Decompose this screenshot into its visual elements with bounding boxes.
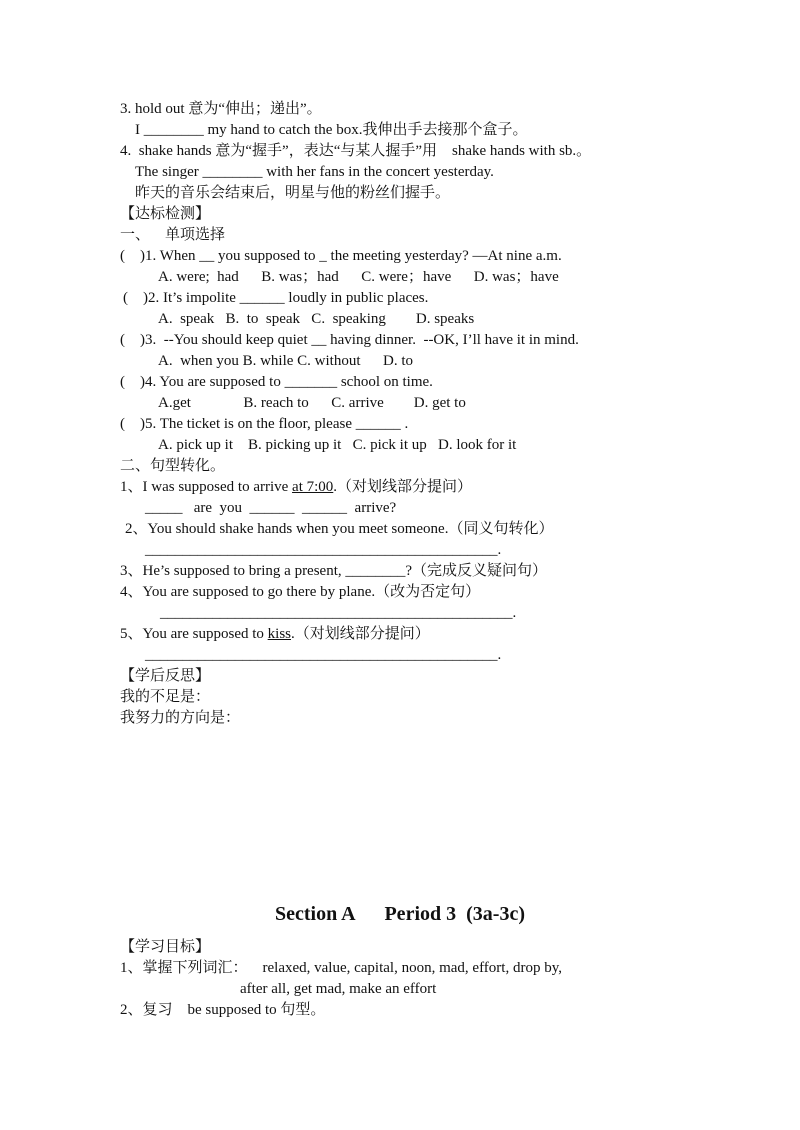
underlined-text: kiss [267, 626, 291, 642]
text-line: 我的不足是： [120, 689, 211, 705]
options-line: A. when you B. while C. without D. to [158, 353, 413, 369]
answer-line: _______________________________________________. [145, 542, 502, 558]
answer-line: _______________________________________________. [145, 647, 502, 663]
text-line: 4. shake hands 意为“握手”，表达“与某人握手”用 shake hands with sb.。 [120, 143, 592, 159]
question-line: ( )1. When __ you supposed to _ the meeting yesterday? —At nine a.m. [120, 248, 562, 264]
text-line: 昨天的音乐会结束后，明星与他的粉丝们握手。 [135, 185, 451, 201]
text-fragment: .（对划线部分提问） [291, 626, 430, 642]
question-line: 4、You are supposed to go there by plane.（改为否定句） [120, 584, 481, 600]
question-line: ( )3. --You should keep quiet __ having dinner. --OK, I’ll have it in mind. [120, 332, 579, 348]
underlined-text: at 7:00 [292, 479, 334, 495]
options-line: A. were; had B. was；had C. were；have D. was；have [158, 269, 559, 285]
section-heading: 【达标检测】 [120, 206, 211, 222]
text-line: 我努力的方向是： [120, 710, 241, 726]
text-fragment: 1、I was supposed to arrive [120, 479, 293, 495]
question-line [120, 625, 430, 643]
text-line: I ________ my hand to catch the box.我伸出手去接那个盒子。 [135, 122, 528, 138]
answer-line: _____ are you ______ ______ arrive? [145, 500, 397, 516]
question-line: 2、You should shake hands when you meet someone.（同义句转化） [125, 521, 554, 537]
text-line: 1、掌握下列词汇： relaxed, value, capital, noon, mad, effort, drop by, [120, 960, 562, 976]
options-line: A. speak B. to speak C. speaking D. speaks [158, 311, 475, 327]
answer-line: _______________________________________________. [160, 605, 517, 621]
text-line: 二、句型转化。 [120, 458, 226, 474]
text-line: 3. hold out 意为“伸出；递出”。 [120, 101, 322, 117]
text-fragment: 5、You are supposed to [120, 626, 268, 642]
question-line: ( )5. The ticket is on the floor, please ______ . [120, 416, 409, 432]
question-line: ( )2. It’s impolite ______ loudly in public places. [123, 290, 429, 306]
question-line: 3、He’s supposed to bring a present, ________?（完成反义疑问句） [120, 563, 548, 579]
section-heading: 【学习目标】 [120, 939, 211, 955]
text-line: 一、 单项选择 [120, 227, 226, 243]
text-line: The singer ________ with her fans in the concert yesterday. [135, 164, 494, 180]
text-fragment: .（对划线部分提问） [333, 479, 473, 495]
question-line [120, 478, 472, 496]
question-line: ( )4. You are supposed to _______ school on time. [120, 374, 433, 390]
text-line: 2、复习 be supposed to 句型。 [120, 1002, 326, 1018]
options-line: A.get B. reach to C. arrive D. get to [158, 395, 466, 411]
options-line: A. pick up it B. picking up it C. pick it up D. look for it [158, 437, 517, 453]
text-line: after all, get mad, make an effort [240, 981, 437, 997]
section-heading: 【学后反思】 [120, 668, 211, 684]
page-title: Section A Period 3 (3a-3c) [275, 903, 525, 925]
